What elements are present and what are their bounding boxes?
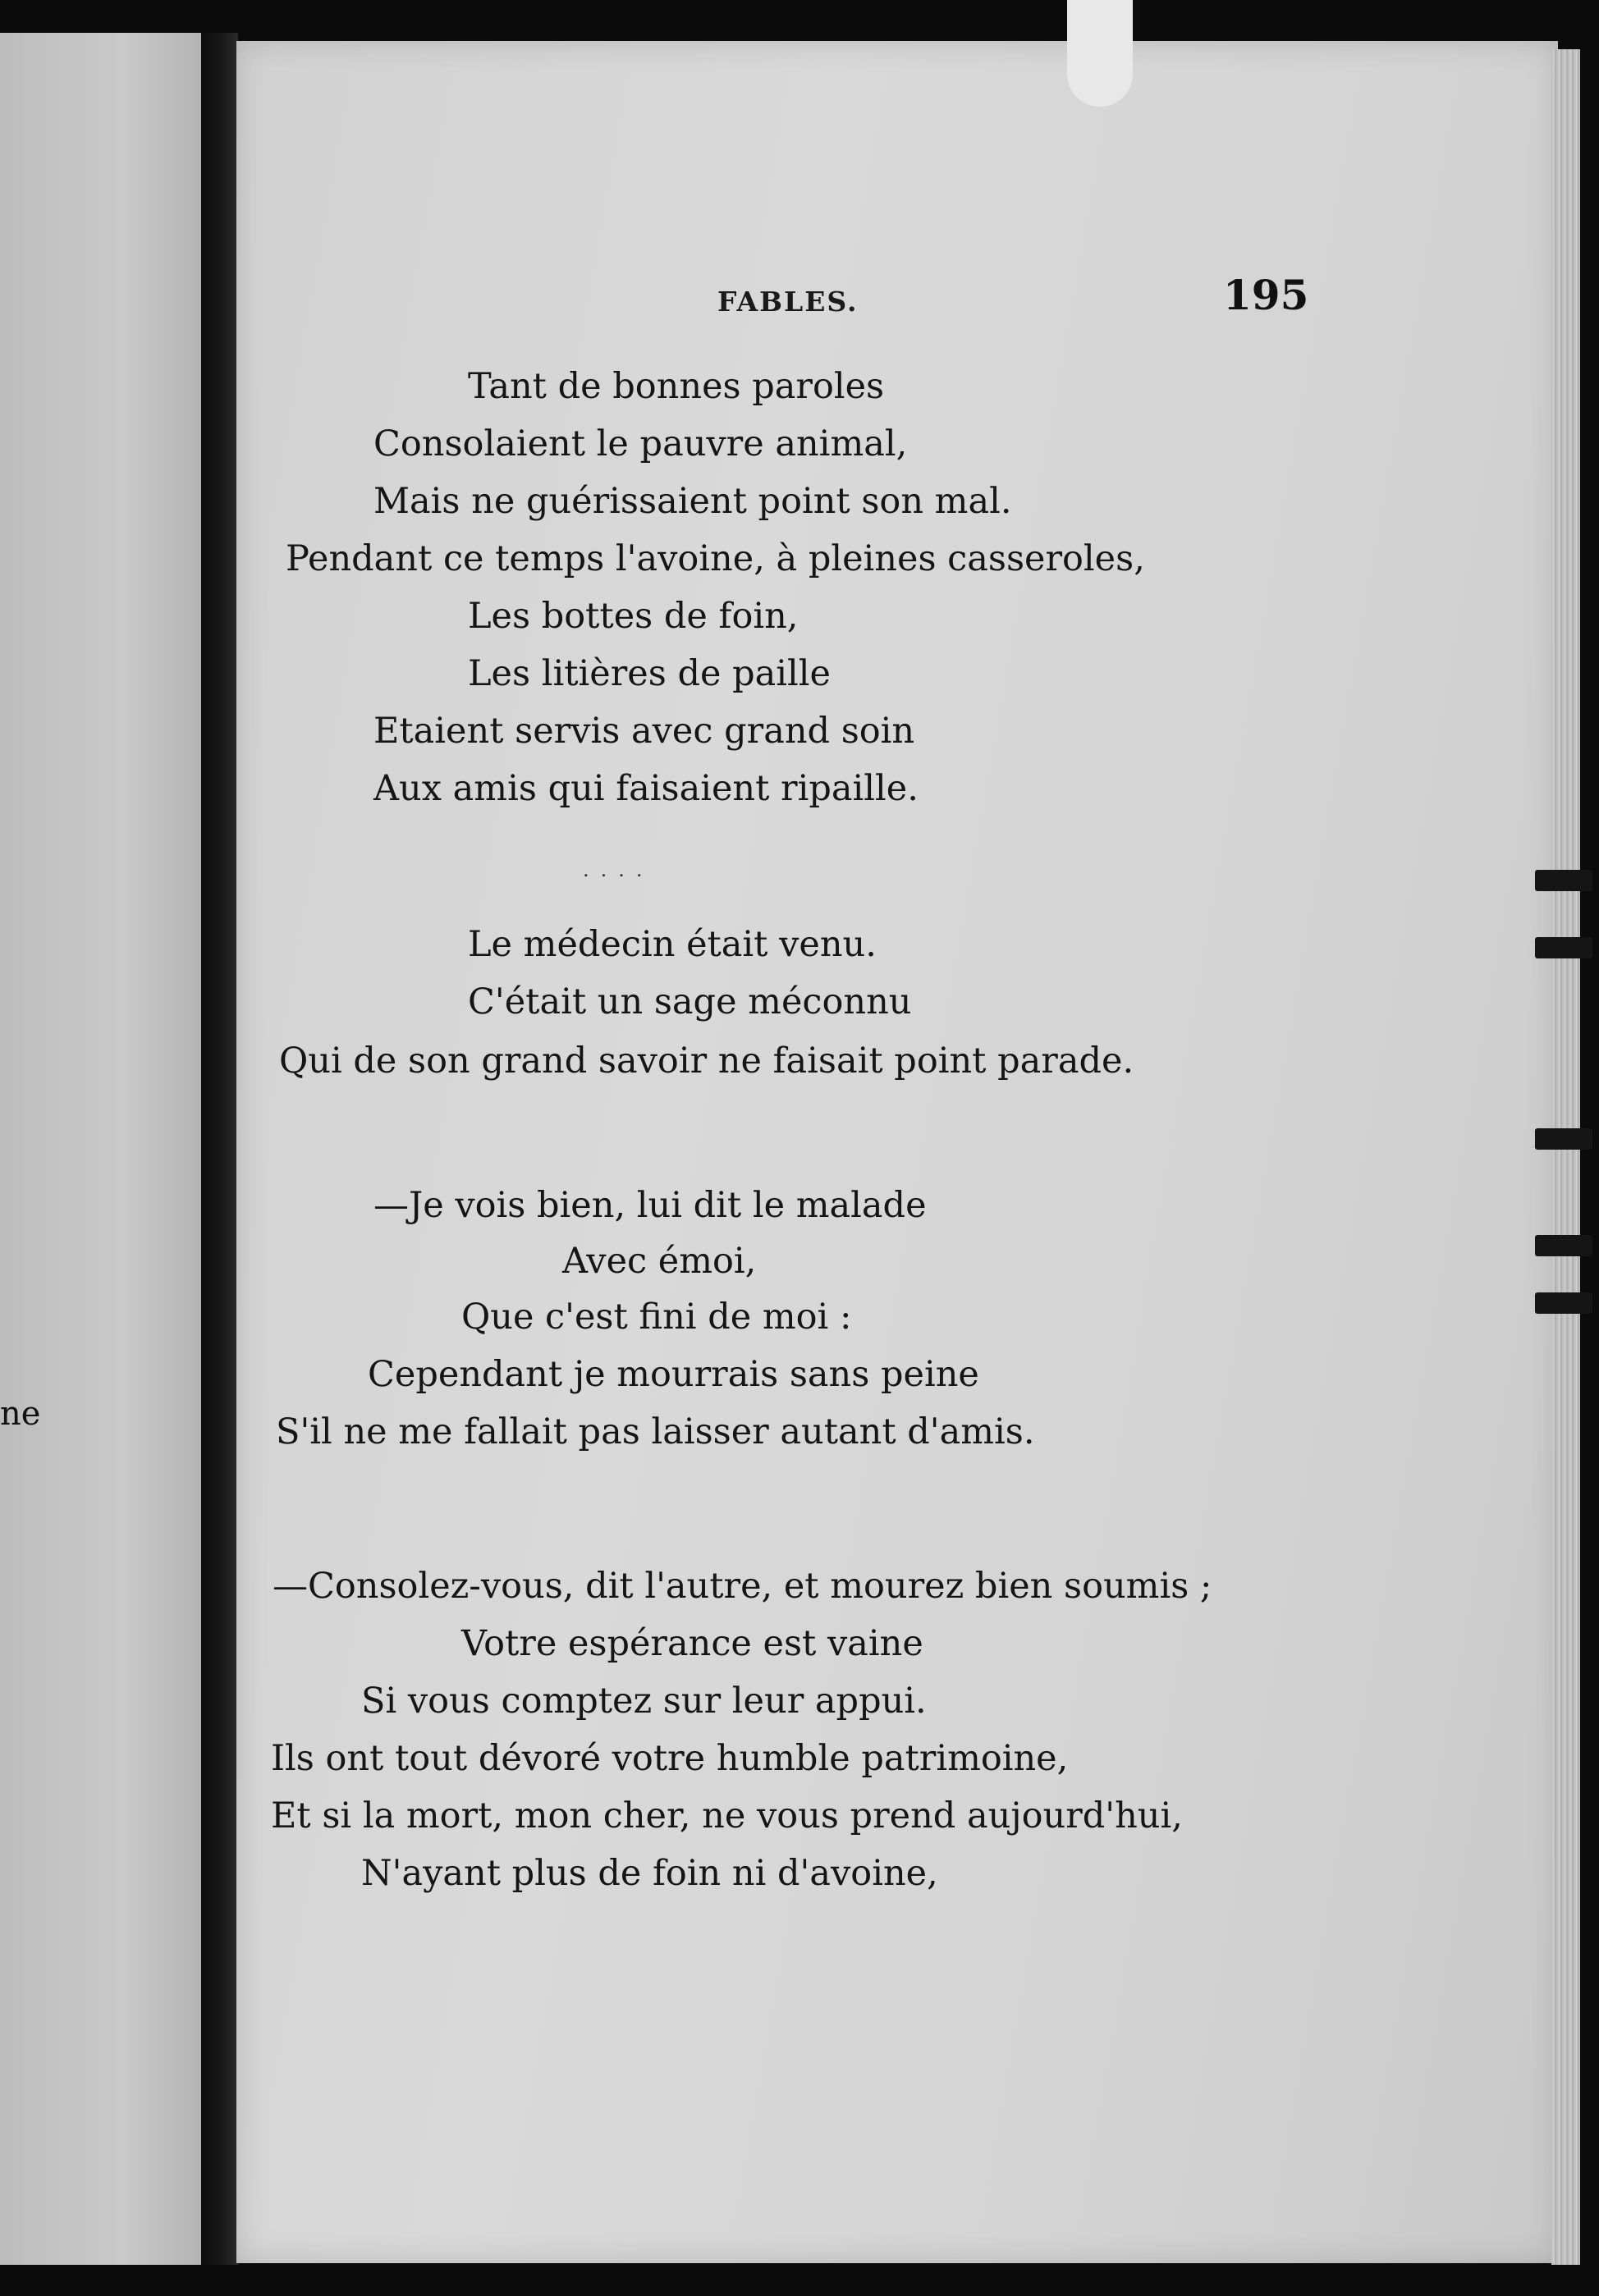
page-tab-marker [1535, 1128, 1592, 1150]
paper-tear [1067, 0, 1133, 107]
verse-line: Les litières de paille [468, 653, 831, 694]
verse-line: Le médecin était venu. [468, 924, 877, 965]
verse-line: Avec émoi, [562, 1241, 757, 1282]
verse-line: C'était un sage méconnu [468, 981, 912, 1022]
book-gutter [201, 33, 238, 2265]
verse-line: Consolaient le pauvre animal, [373, 423, 908, 464]
book-page [236, 41, 1558, 2263]
verse-line: Tant de bonnes paroles [468, 366, 885, 407]
page-tab-marker [1535, 1235, 1592, 1256]
verse-line: Ils ont tout dévoré votre humble patrimoine, [271, 1738, 1069, 1779]
verse-line: Mais ne guérissaient point son mal. [373, 481, 1012, 522]
page-number: 195 [1223, 271, 1309, 319]
page-tab-marker [1535, 870, 1592, 891]
page-edges [1551, 49, 1580, 2265]
verse-line: Si vous comptez sur leur appui. [361, 1681, 927, 1722]
verse-line: —Je vois bien, lui dit le malade [373, 1185, 927, 1226]
page-tab-marker [1535, 1292, 1592, 1314]
verse-line: Votre espérance est vaine [461, 1623, 923, 1664]
left-page-fragment: ne [0, 1395, 41, 1433]
verse-line: Les bottes de foin, [468, 596, 799, 637]
verse-line: Qui de son grand savoir ne faisait point parade. [279, 1041, 1134, 1082]
verse-line: Et si la mort, mon cher, ne vous prend aujourd'hui, [271, 1795, 1183, 1836]
verse-line: S'il ne me fallait pas laisser autant d'amis. [276, 1411, 1035, 1452]
verse-line: Pendant ce temps l'avoine, à pleines casseroles, [286, 538, 1145, 579]
verse-line: N'ayant plus de foin ni d'avoine, [361, 1853, 938, 1894]
running-title: FABLES. [717, 286, 859, 318]
previous-page-edge [0, 33, 201, 2265]
verse-line: —Consolez-vous, dit l'autre, et mourez bien soumis ; [273, 1566, 1212, 1607]
stanza-separator: .... [583, 858, 654, 881]
verse-line: Etaient servis avec grand soin [373, 711, 915, 752]
verse-line: Que c'est fini de moi : [461, 1297, 852, 1338]
verse-line: Cependant je mourrais sans peine [368, 1354, 979, 1395]
page-tab-marker [1535, 937, 1592, 958]
verse-line: Aux amis qui faisaient ripaille. [373, 768, 919, 809]
